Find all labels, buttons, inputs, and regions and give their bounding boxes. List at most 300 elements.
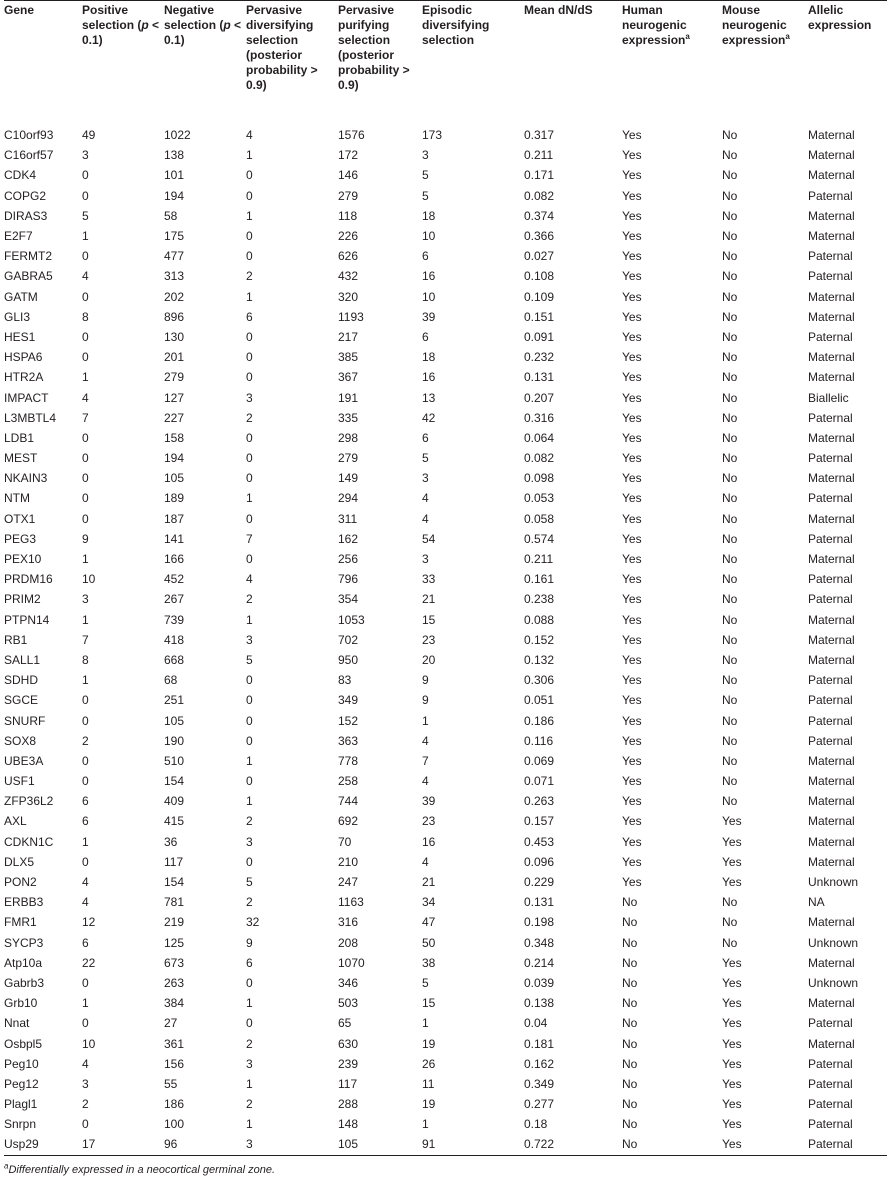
gene-cell: NKAIN3 — [4, 471, 48, 486]
table-cell: 96 — [164, 1137, 178, 1152]
table-cell: 0.211 — [524, 148, 554, 163]
table-cell: 141 — [164, 531, 185, 546]
table-cell: 0.051 — [524, 693, 555, 708]
table-cell: Yes — [622, 329, 642, 344]
table-cell: 0 — [246, 693, 253, 708]
table-cell: 739 — [164, 612, 185, 627]
table-row — [4, 1013, 887, 1033]
table-cell: 2 — [246, 410, 253, 425]
table-cell: 0.214 — [524, 955, 555, 970]
table-cell: 692 — [338, 814, 359, 829]
table-cell: Paternal — [808, 713, 853, 728]
table-cell: 4 — [82, 895, 89, 910]
table-cell: 778 — [338, 753, 359, 768]
data-table — [4, 1, 887, 1155]
table-cell: 21 — [422, 875, 436, 890]
table-cell: 1 — [246, 289, 253, 304]
table-cell: 175 — [164, 229, 185, 244]
gene-cell: PRDM16 — [4, 572, 53, 587]
table-cell: 34 — [422, 895, 436, 910]
table-cell: No — [622, 935, 638, 950]
table-cell: 130 — [164, 329, 185, 344]
table-cell: Maternal — [808, 128, 855, 143]
table-cell: Maternal — [808, 350, 855, 365]
table-cell: 10 — [82, 1036, 96, 1051]
column-header-label: Mean dN/dS — [524, 3, 593, 17]
table-cell: Paternal — [808, 1016, 853, 1031]
table-cell: Maternal — [808, 753, 855, 768]
table-cell: 0.229 — [524, 875, 555, 890]
table-cell: No — [622, 895, 638, 910]
table-cell: Biallelic — [808, 390, 849, 405]
table-cell: 251 — [164, 693, 185, 708]
gene-cell: E2F7 — [4, 229, 33, 244]
table-cell: Maternal — [808, 471, 855, 486]
table-cell: 0.152 — [524, 632, 555, 647]
table-cell: 194 — [164, 451, 185, 466]
table-cell: 173 — [422, 128, 443, 143]
table-cell: 361 — [164, 1036, 185, 1051]
table-cell: 172 — [338, 148, 359, 163]
table-cell: Yes — [622, 592, 642, 607]
table-cell: 415 — [164, 814, 185, 829]
table-cell: 0.131 — [524, 370, 555, 385]
table-cell: 0.138 — [524, 996, 555, 1011]
table-cell: 0 — [82, 289, 89, 304]
gene-cell: AXL — [4, 814, 27, 829]
table-cell: Paternal — [808, 673, 853, 688]
table-cell: No — [722, 552, 738, 567]
table-cell: Yes — [722, 834, 742, 849]
table-cell: 0.722 — [524, 1137, 555, 1152]
table-cell: Maternal — [808, 309, 855, 324]
table-row — [4, 448, 887, 468]
table-cell: No — [722, 632, 738, 647]
table-row — [4, 1114, 887, 1134]
table-cell: Paternal — [808, 733, 853, 748]
table-cell: Maternal — [808, 430, 855, 445]
table-cell: Yes — [622, 350, 642, 365]
table-row — [4, 246, 887, 266]
table-cell: 0.349 — [524, 1076, 555, 1091]
table-cell: 0 — [246, 188, 253, 203]
table-cell: 0.027 — [524, 249, 555, 264]
table-cell: 3 — [246, 834, 253, 849]
table-cell: 39 — [422, 794, 436, 809]
table-row — [4, 549, 887, 569]
table-cell: 1 — [246, 753, 253, 768]
table-cell: 6 — [422, 430, 429, 445]
table-cell: Maternal — [808, 794, 855, 809]
table-cell: 0.171 — [524, 168, 555, 183]
table-cell: 950 — [338, 652, 359, 667]
table-cell: 0 — [246, 249, 253, 264]
table-cell: 477 — [164, 249, 185, 264]
gene-cell: Grb10 — [4, 996, 38, 1011]
table-cell: 1 — [82, 370, 89, 385]
table-cell: Yes — [622, 269, 642, 284]
table-cell: No — [722, 491, 738, 506]
table-cell: 4 — [82, 875, 89, 890]
table-cell: No — [722, 592, 738, 607]
gene-cell: OTX1 — [4, 511, 36, 526]
table-cell: No — [722, 612, 738, 627]
table-cell: 26 — [422, 1056, 436, 1071]
table-cell: 0 — [82, 329, 89, 344]
table-cell: 279 — [338, 451, 359, 466]
table-cell: 16 — [422, 370, 436, 385]
table-cell: 118 — [338, 208, 358, 223]
table-cell: 3 — [422, 148, 429, 163]
table-row — [4, 387, 887, 407]
table-cell: 744 — [338, 794, 359, 809]
table-cell: Yes — [622, 289, 642, 304]
table-cell: No — [722, 128, 738, 143]
table-cell: 217 — [338, 329, 359, 344]
table-cell: Paternal — [808, 410, 853, 425]
table-cell: No — [722, 774, 738, 789]
table-cell: Yes — [722, 875, 742, 890]
table-cell: 162 — [338, 531, 359, 546]
table-cell: 0 — [246, 451, 253, 466]
table-cell: 0 — [246, 975, 253, 990]
gene-cell: Gabrb3 — [4, 975, 45, 990]
table-cell: No — [622, 1137, 638, 1152]
table-cell: 39 — [422, 309, 436, 324]
table-cell: 510 — [164, 753, 185, 768]
table-cell: 100 — [164, 1117, 185, 1132]
table-cell: Maternal — [808, 1036, 855, 1051]
table-row — [4, 589, 887, 609]
table-cell: 4 — [422, 733, 429, 748]
gene-cell: Atp10a — [4, 955, 43, 970]
table-cell: 1 — [246, 491, 253, 506]
table-cell: 0 — [82, 451, 89, 466]
table-cell: 226 — [338, 229, 359, 244]
table-cell: Maternal — [808, 208, 855, 223]
gene-cell: GATM — [4, 289, 38, 304]
column-header — [338, 1, 422, 125]
table-cell: No — [622, 1097, 638, 1112]
table-row — [4, 327, 887, 347]
table-cell: 0.211 — [524, 552, 554, 567]
table-cell: 896 — [164, 309, 185, 324]
gene-cell: COPG2 — [4, 188, 47, 203]
table-cell: 191 — [338, 390, 359, 405]
table-cell: 0 — [82, 491, 89, 506]
table-cell: 0.186 — [524, 713, 555, 728]
table-cell: Maternal — [808, 552, 855, 567]
gene-cell: FERMT2 — [4, 249, 52, 264]
table-cell: 68 — [164, 673, 178, 688]
column-header — [82, 1, 164, 125]
table-cell: 6 — [82, 814, 89, 829]
table-cell: 0.317 — [524, 128, 555, 143]
table-cell: 0.098 — [524, 471, 555, 486]
table-cell: No — [722, 350, 738, 365]
gene-cell: SNURF — [4, 713, 46, 728]
column-header-label: Gene — [4, 3, 35, 17]
table-row — [4, 892, 887, 912]
table-cell: 0.088 — [524, 612, 555, 627]
table-cell: 0 — [246, 673, 253, 688]
table-cell: 15 — [422, 612, 436, 627]
table-cell: 15 — [422, 996, 436, 1011]
table-cell: 22 — [82, 955, 96, 970]
gene-cell: ZFP36L2 — [4, 794, 54, 809]
table-cell: Yes — [622, 612, 642, 627]
table-row — [4, 690, 887, 710]
table-cell: 0 — [82, 350, 89, 365]
table-cell: 0 — [82, 430, 89, 445]
table-cell: 1576 — [338, 128, 365, 143]
column-header-label: Human neurogenic expression — [622, 3, 687, 47]
table-cell: 0.058 — [524, 511, 555, 526]
table-cell: 13 — [422, 390, 436, 405]
table-cell: 432 — [338, 269, 359, 284]
table-cell: 4 — [422, 511, 429, 526]
table-cell: 154 — [164, 875, 185, 890]
gene-cell: SALL1 — [4, 652, 41, 667]
table-cell: 0 — [82, 168, 89, 183]
table-cell: 4 — [422, 491, 429, 506]
table-cell: 0.366 — [524, 229, 555, 244]
table-row — [4, 953, 887, 973]
table-cell: 23 — [422, 632, 436, 647]
table-cell: 0.131 — [524, 895, 555, 910]
table-cell: No — [622, 1016, 638, 1031]
table-row — [4, 832, 887, 852]
table-cell: 190 — [164, 733, 185, 748]
table-cell: Yes — [622, 229, 642, 244]
table-cell: 187 — [164, 511, 185, 526]
table-cell: 1 — [246, 1076, 253, 1091]
table-cell: 227 — [164, 410, 185, 425]
table-cell: Yes — [722, 814, 742, 829]
table-cell: Paternal — [808, 531, 853, 546]
table-cell: Yes — [622, 834, 642, 849]
table-cell: Unknown — [808, 975, 859, 990]
table-cell: 21 — [422, 592, 436, 607]
gene-cell: SOX8 — [4, 733, 37, 748]
table-cell: 105 — [164, 713, 185, 728]
table-cell: Yes — [622, 309, 642, 324]
table-cell: No — [722, 208, 738, 223]
table-cell: Paternal — [808, 693, 853, 708]
table-cell: Yes — [622, 491, 642, 506]
table-cell: 0.151 — [524, 309, 555, 324]
table-cell: 2 — [82, 1097, 89, 1112]
gene-cell: PTPN14 — [4, 612, 50, 627]
table-row — [4, 186, 887, 206]
table-cell: No — [722, 693, 738, 708]
table-cell: 363 — [338, 733, 359, 748]
table-cell: 154 — [164, 774, 185, 789]
table-cell: 125 — [164, 935, 185, 950]
table-cell: 5 — [422, 451, 429, 466]
table-cell: 6 — [422, 249, 429, 264]
gene-cell: IMPACT — [4, 390, 49, 405]
table-cell: 7 — [422, 753, 429, 768]
gene-cell: CDKN1C — [4, 834, 54, 849]
table-cell: 18 — [422, 208, 436, 223]
table-cell: Yes — [622, 774, 642, 789]
table-body — [4, 125, 887, 1155]
table-cell: 0.161 — [524, 572, 555, 587]
table-cell: 4 — [422, 774, 429, 789]
table-cell: Maternal — [808, 168, 855, 183]
table-cell: No — [622, 955, 638, 970]
table-cell: No — [722, 652, 738, 667]
table-row — [4, 125, 887, 145]
table-cell: 6 — [422, 329, 429, 344]
table-cell: 503 — [338, 996, 359, 1011]
table-cell: 409 — [164, 794, 185, 809]
table-row — [4, 912, 887, 932]
table-cell: 0.091 — [524, 329, 555, 344]
table-cell: 0.453 — [524, 834, 555, 849]
table-cell: 186 — [164, 1097, 185, 1112]
table-cell: 385 — [338, 350, 359, 365]
table-row — [4, 852, 887, 872]
table-cell: Maternal — [808, 854, 855, 869]
table-cell: 19 — [422, 1036, 436, 1051]
table-cell: 3 — [422, 471, 429, 486]
table-cell: No — [722, 168, 738, 183]
table-cell: 256 — [338, 552, 359, 567]
table-cell: No — [622, 1056, 638, 1071]
table-cell: 0 — [246, 168, 253, 183]
table-cell: 2 — [246, 895, 253, 910]
gene-cell: PRIM2 — [4, 592, 41, 607]
table-cell: 11 — [422, 1076, 435, 1091]
gene-cell: Usp29 — [4, 1137, 39, 1152]
table-cell: 354 — [338, 592, 359, 607]
table-cell: 3 — [422, 552, 429, 567]
footnote-text: Differentially expressed in a neocortical germinal zone. — [8, 1163, 276, 1176]
table-cell: Maternal — [808, 148, 855, 163]
footnote-marker: a — [4, 1160, 9, 1170]
table-cell: 1 — [246, 1117, 253, 1132]
table-row — [4, 973, 887, 993]
table-cell: Yes — [722, 1076, 742, 1091]
table-cell: 2 — [246, 814, 253, 829]
table-cell: 3 — [246, 1137, 253, 1152]
table-cell: 38 — [422, 955, 436, 970]
table-cell: No — [722, 572, 738, 587]
table-cell: 1022 — [164, 128, 191, 143]
table-cell: 7 — [82, 632, 89, 647]
table-cell: 6 — [82, 794, 89, 809]
table-cell: 0 — [246, 229, 253, 244]
table-row — [4, 266, 887, 286]
table-cell: 702 — [338, 632, 359, 647]
table-cell: 10 — [422, 229, 436, 244]
table-cell: Yes — [622, 753, 642, 768]
table-cell: 1 — [246, 996, 253, 1011]
table-cell: 6 — [82, 935, 89, 950]
table-row — [4, 771, 887, 791]
table-cell: 0 — [82, 471, 89, 486]
table-cell: Yes — [622, 249, 642, 264]
table-row — [4, 872, 887, 892]
table-cell: 65 — [338, 1016, 352, 1031]
table-cell: Maternal — [808, 612, 855, 627]
gene-cell: SYCP3 — [4, 935, 44, 950]
table-cell: Maternal — [808, 652, 855, 667]
table-cell: 148 — [338, 1117, 359, 1132]
table-cell: Yes — [622, 208, 642, 223]
table-cell: 630 — [338, 1036, 359, 1051]
table-cell: 3 — [82, 1076, 89, 1091]
gene-cell: NTM — [4, 491, 30, 506]
table-cell: 0 — [246, 1016, 253, 1031]
table-cell: 16 — [422, 834, 436, 849]
table-cell: 4 — [246, 572, 253, 587]
table-cell: 346 — [338, 975, 359, 990]
table-cell: Yes — [622, 794, 642, 809]
table-cell: 0.263 — [524, 794, 555, 809]
table-cell: 1 — [82, 996, 89, 1011]
gene-cell: L3MBTL4 — [4, 410, 57, 425]
table-cell: 0.096 — [524, 854, 555, 869]
table-row — [4, 1054, 887, 1074]
table-cell: Yes — [622, 370, 642, 385]
table-cell: 10 — [82, 572, 96, 587]
column-header-footnote-marker: a — [785, 32, 790, 41]
table-cell: 313 — [164, 269, 185, 284]
table-cell: 27 — [164, 1016, 178, 1031]
table-cell: 796 — [338, 572, 359, 587]
table-cell: 1 — [82, 552, 89, 567]
table-cell: 0 — [82, 774, 89, 789]
table-cell: 1053 — [338, 612, 365, 627]
column-header-label: Positive selection (p < 0.1) — [82, 3, 160, 47]
table-row — [4, 670, 887, 690]
table-row — [4, 569, 887, 589]
gene-cell: MEST — [4, 451, 38, 466]
table-cell: Maternal — [808, 814, 855, 829]
table-cell: NA — [808, 895, 825, 910]
table-cell: Maternal — [808, 774, 855, 789]
column-header — [164, 1, 246, 125]
column-header-footnote-marker: a — [685, 32, 690, 41]
table-cell: Maternal — [808, 834, 855, 849]
table-cell: No — [722, 895, 738, 910]
table-cell: No — [722, 329, 738, 344]
table-cell: 17 — [82, 1137, 96, 1152]
column-header — [808, 1, 887, 125]
table-cell: 5 — [422, 975, 429, 990]
table-cell: No — [722, 148, 738, 163]
column-header-label: Allelic expression — [808, 3, 872, 32]
table-cell: 42 — [422, 410, 436, 425]
gene-cell: SDHD — [4, 673, 39, 688]
table-cell: No — [722, 935, 738, 950]
table-cell: 5 — [82, 208, 89, 223]
table-cell: 279 — [338, 188, 359, 203]
column-header — [422, 1, 524, 125]
table-cell: 1 — [422, 1117, 429, 1132]
table-cell: Yes — [722, 1016, 742, 1031]
table-cell: Yes — [622, 430, 642, 445]
table-cell: 0.374 — [524, 208, 555, 223]
table-cell: Yes — [722, 1097, 742, 1112]
table-cell: 0.132 — [524, 652, 555, 667]
column-header — [722, 1, 808, 125]
table-cell: 5 — [422, 168, 429, 183]
table-cell: 166 — [164, 552, 185, 567]
